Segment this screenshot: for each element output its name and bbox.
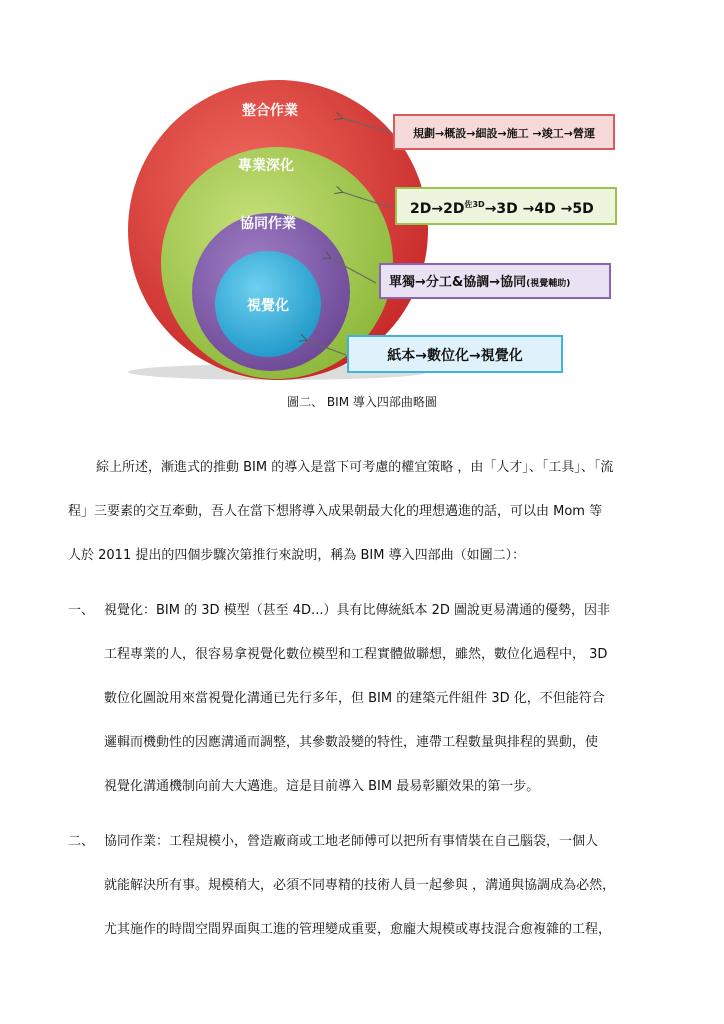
paragraph-line-1: 綜上所述，漸進式的推動 BIM 的導入是當下可考慮的權宜策略 ，由「人才」、「工具」、「流 xyxy=(96,460,614,475)
box-lifecycle-text: 規劃→概設→細設→施工 →竣工→營運 xyxy=(413,127,595,140)
item-2-line-3: 尤其施作的時間空間界面與工進的管理變成重要，愈龐大規模或專技混合愈複雜的工程， xyxy=(104,922,612,937)
figure-caption: 圖二、 BIM 導入四部曲略圖 xyxy=(287,395,437,409)
label-collaboration: 協同作業 xyxy=(240,216,296,232)
box-collaboration-text: 單獨→分工&協調→協同(視覺輔助) xyxy=(389,275,571,290)
item-1-line-3: 數位化圖說用來當視覺化溝通已先行多年，但 BIM 的建築元件組件 3D 化，不但能符合 xyxy=(104,691,605,706)
item-1-line-4: 邏輯而機動性的因應溝通而調整，其參數設變的特性，連帶工程數量與排程的異動，使 xyxy=(104,735,599,750)
item-2-number: 二、 xyxy=(68,834,95,849)
item-1-line-2: 工程專業的人，很容易拿視覺化數位模型和工程實體做聯想，雖然，數位化過程中， 3D xyxy=(104,647,608,662)
item-2-line-2: 就能解決所有事。規模稍大，必須不同專精的技術人員一起參與 ，溝通與協調成為必然， xyxy=(104,878,616,893)
box-dimensions-text: $2D\to 2D^{佐3D}\to 3D \to 4D \to 5D$ xyxy=(410,200,594,217)
item-2-line-1: 協同作業：工程規模小，營造廠商或工地老師傅可以把所有事情裝在自己腦袋，一個人 xyxy=(104,834,599,849)
label-visualization: 視覺化 xyxy=(247,298,289,314)
bim-four-steps-figure xyxy=(0,0,724,390)
paragraph-line-2: 程」三要素的交互牽動，吾人在當下想將導入成果朝最大化的理想邁進的話，可以由 Mom 等 xyxy=(68,504,603,519)
onion-diagram xyxy=(0,0,724,390)
item-1-line-5: 視覺化溝通機制向前大大邁進。這是目前導入 BIM 最易彰顯效果的第一步。 xyxy=(104,779,540,794)
label-integration: 整合作業 xyxy=(242,103,298,119)
item-1-line-1: 視覺化：BIM 的 3D 模型（甚至 4D...）具有比傳統紙本 2D 圖說更易溝通的優勢，因非 xyxy=(104,603,611,618)
item-1-number: 一、 xyxy=(68,603,95,618)
paragraph-line-3: 人於 2011 提出的四個步驟次第推行來說明，稱為 BIM 導入四部曲（如圖二）： xyxy=(68,548,526,563)
box-digitization-text: 紙本→數位化→視覺化 xyxy=(387,348,523,364)
label-deepening: 專業深化 xyxy=(238,158,294,174)
